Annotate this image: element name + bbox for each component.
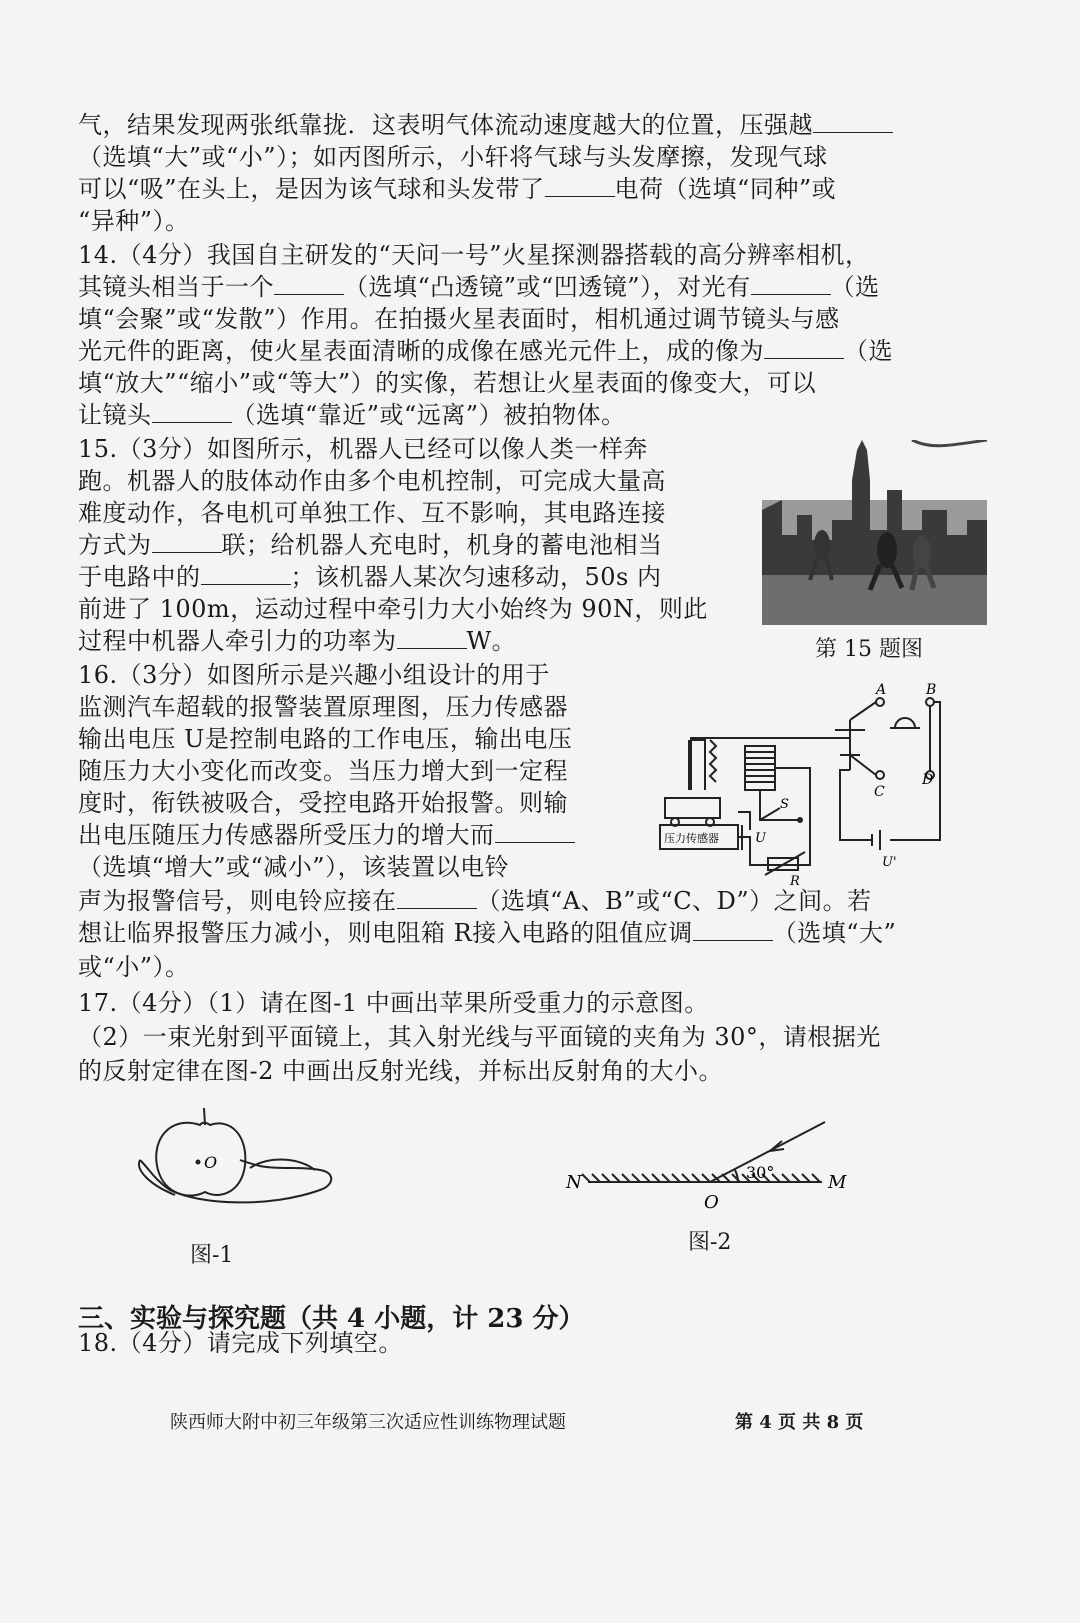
q15-line-1: 15.（3分）如图所示，机器人已经可以像人类一样奔 [78,435,648,463]
q14-line-5: 填“放大”“缩小”或“等大”）的实像，若想让火星表面的像变大，可以 [78,369,817,397]
q14-line-6: 让镜头 （选填“靠近”或“远离”）被拍物体。 [78,398,626,432]
q17-line-1: 17.（4分）（1）请在图-1 中画出苹果所受重力的示意图。 [78,989,709,1017]
terminal-label-a: A [876,682,887,698]
q16-line-8: 声为报警信号，则电铃应接在 （选填“A、B”或“C、D”）之间。若 [78,884,872,918]
voltage-label-u: U [755,831,766,846]
q15-line-4: 方式为 联；给机器人充电时，机身的蓄电池相当 [78,528,663,562]
answer-blank[interactable] [693,916,773,941]
q15-line-7: 过程中机器人牵引力的功率为 W。 [78,624,516,658]
terminal-label-c: C [874,784,885,800]
q14-line-3: 填“会聚”或“发散”）作用。在拍摄火星表面时，相机通过调节镜头与感 [78,305,840,333]
apple-in-hand-figure [130,1100,350,1240]
pressure-sensor-label: 压力传感器 [664,832,719,845]
q13-line-1: 气，结果发现两张纸靠拢．这表明气体流动速度越大的位置，压强越 [78,108,893,142]
q16-line-5: 度时，衔铁被吸合，受控电路开始报警。则输 [78,789,568,817]
q14-line-2: 其镜头相当于一个 （选填“凸透镜”或“凹透镜”），对光有 （选 [78,270,880,304]
mirror-end-n: N [566,1172,582,1193]
q16-line-1: 16.（3分）如图所示是兴趣小组设计的用于 [78,661,550,689]
terminal-label-b: B [926,682,937,698]
q13-line-3: 可以“吸”在头上，是因为该气球和头发带了 电荷（选填“同种”或 [78,172,836,206]
q13-line-2: （选填“大”或“小”）；如丙图所示，小轩将气球与头发摩擦，发现气球 [78,143,828,171]
q16-line-10: 或“小”）。 [78,953,190,981]
answer-blank[interactable] [152,398,232,423]
robot-running-photo [762,440,987,625]
section-three-heading: 三、实验与探究题（共 4 小题，计 23 分） [78,1304,585,1334]
answer-blank[interactable] [152,528,222,553]
answer-blank[interactable] [545,172,615,197]
figure-2-caption: 图-2 [688,1230,732,1255]
answer-blank[interactable] [495,818,575,843]
q15-line-3: 难度动作，各电机可单独工作、互不影响，其电路连接 [78,499,666,527]
alarm-circuit-diagram [650,680,970,890]
plane-mirror-figure [560,1110,880,1220]
resistor-label-r: R [790,874,800,889]
answer-blank[interactable] [813,108,893,133]
answer-blank[interactable] [274,270,344,295]
q18-line-1: 18.（4分）请完成下列填空。 [78,1329,403,1357]
q17-line-3: 的反射定律在图-2 中画出反射光线，并标出反射角的大小。 [78,1057,724,1085]
incidence-point-o: O [704,1192,719,1213]
answer-blank[interactable] [397,884,477,909]
q16-line-3: 输出电压 U是控制电路的工作电压，输出电压 [78,725,573,753]
q15-line-6: 前进了 100m，运动过程中牵引力大小始终为 90N，则此 [78,595,708,623]
q13-line-4: “异种”）。 [78,207,190,235]
q16-line-9: 想让临界报警压力减小，则电阻箱 R接入电路的阻值应调 （选填“大” [78,916,896,950]
footer-exam-title: 陕西师大附中初三年级第三次适应性训练物理试题 [170,1412,566,1433]
q16-line-4: 随压力大小变化而改变。当压力增大到一定程 [78,757,568,785]
q15-line-2: 跑。机器人的肢体动作由多个电机控制，可完成大量高 [78,467,666,495]
q15-figure-caption: 第 15 题图 [815,637,923,662]
q14-line-4: 光元件的距离，使火星表面清晰的成像在感光元件上，成的像为 （选 [78,334,893,368]
q15-line-5: 于电路中的 ；该机器人某次匀速移动，50s 内 [78,560,661,594]
q16-line-6: 出电压随压力传感器所受压力的增大而 [78,818,575,852]
answer-blank[interactable] [201,560,291,585]
q16-line-7: （选填“增大”或“减小”），该装置以电铃 [78,853,510,881]
figure-1-caption: 图-1 [190,1243,234,1268]
terminal-label-d: D [922,772,934,788]
q14-line-1: 14.（4分）我国自主研发的“天问一号”火星探测器搭载的高分辨率相机， [78,241,870,269]
answer-blank[interactable] [397,624,467,649]
center-of-mass-label: O [204,1153,218,1172]
q17-line-2: （2）一束光射到平面镜上，其入射光线与平面镜的夹角为 30°，请根据光 [78,1023,881,1051]
answer-blank[interactable] [751,270,831,295]
incidence-angle-label: 30° [746,1163,775,1182]
battery-label-u2: U' [882,855,897,870]
footer-page-number: 第 4 页 共 8 页 [735,1412,864,1433]
q16-line-2: 监测汽车超载的报警装置原理图，压力传感器 [78,693,568,721]
switch-label-s: S [780,797,789,812]
mirror-end-m: M [828,1172,847,1193]
answer-blank[interactable] [764,334,844,359]
